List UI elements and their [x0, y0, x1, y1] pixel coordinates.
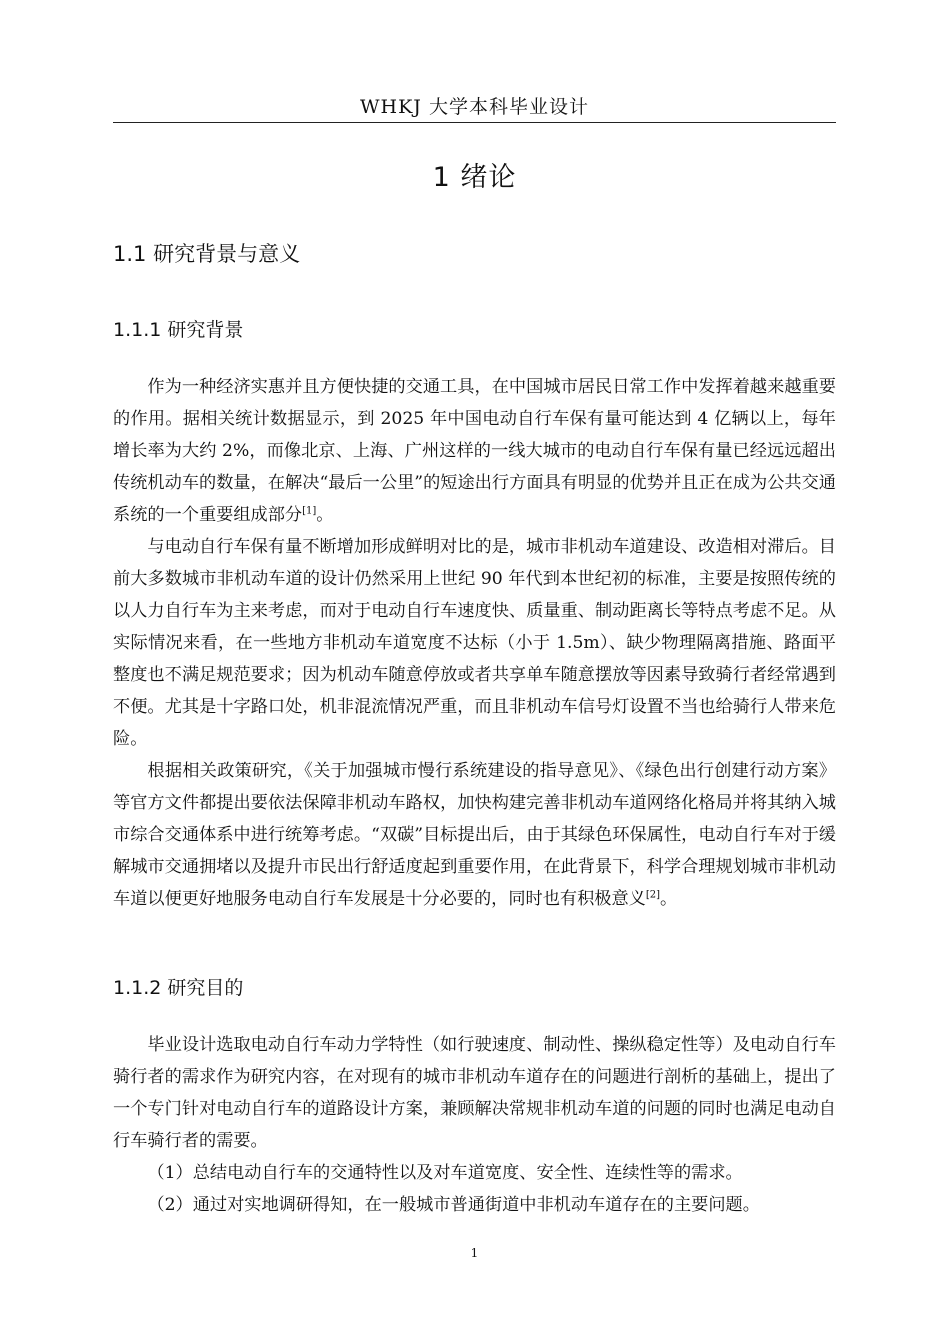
paragraph [113, 531, 836, 755]
paragraph-end: 。 [316, 505, 334, 525]
paragraph [113, 371, 836, 531]
subsection-title-purpose: 1.1.2 研究目的 [113, 977, 244, 999]
paragraph-text: 与电动自行车保有量不断增加形成鲜明对比的是，城市非机动车道建设、改造相对滞后。目前大多数城市非机动车道的设计仍然采用上世纪 90 年代到本世纪初的标准，主要是按照传统的以人力自行车为主来考虑，而对于电动自行车速度快、质量重、制动距离长等特点考虑不足。从实际情况来看，在一些地方非机动车道宽度不达标（小于 1.5m）、缺少物理隔离措施、路面平整度也不满足规范要求；因为机动车随意停放或者共享单车随意摆放等因素导致骑行者经常遇到不便。尤其是十字路口处，机非混流情况严重，而且非机动车信号灯设置不当也给骑行人带来危险。 [113, 537, 836, 749]
section-title: 1.1 研究背景与意义 [113, 242, 301, 266]
citation: [2] [645, 889, 660, 901]
paragraph [113, 755, 836, 915]
paragraph-end: 。 [660, 889, 678, 909]
chapter-title: 1 绪论 [432, 162, 517, 193]
subsection-title-background: 1.1.1 研究背景 [113, 319, 244, 341]
purpose-body [113, 1029, 836, 1221]
header-rule [113, 122, 836, 123]
background-body [113, 371, 836, 915]
paragraph-text: 根据相关政策研究，《关于加强城市慢行系统建设的指导意见》、《绿色出行创建行动方案》等官方文件都提出要依法保障非机动车路权，加快构建完善非机动车道网络化格局并将其纳入城市综合交通体系中进行统筹考虑。“双碳”目标提出后，由于其绿色环保属性，电动自行车对于缓解城市交通拥堵以及提升市民出行舒适度起到重要作用，在此背景下，科学合理规划城市非机动车道以便更好地服务电动自行车发展是十分必要的，同时也有积极意义 [113, 761, 836, 909]
list-item: （2）通过对实地调研得知，在一般城市普通街道中非机动车道存在的主要问题。 [147, 1195, 760, 1215]
running-header: WHKJ 大学本科毕业设计 [360, 96, 589, 118]
citation: [1] [302, 505, 317, 517]
paragraph: 毕业设计选取电动自行车动力学特性（如行驶速度、制动性、操纵稳定性等）及电动自行车骑行者的需求作为研究内容，在对现有的城市非机动车道存在的问题进行剖析的基础上，提出了一个专门针对电动自行车的道路设计方案，兼顾解决常规非机动车道的问题的同时也满足电动自行车骑行者的需要。 [113, 1035, 836, 1151]
list-item: （1）总结电动自行车的交通特性以及对车道宽度、安全性、连续性等的需求。 [147, 1163, 743, 1183]
paragraph-text: 作为一种经济实惠并且方便快捷的交通工具，在中国城市居民日常工作中发挥着越来越重要的作用。据相关统计数据显示，到 2025 年中国电动自行车保有量可能达到 4 亿辆以上，每年增长率为大约 2%，而像北京、上海、广州这样的一线大城市的电动自行车保有量已经远远超出传统机动车的数量，在解决“最后一公里”的短途出行方面具有明显的优势并且正在成为公共交通系统的一个重要组成部分 [113, 377, 836, 525]
page-number: 1 [470, 1246, 479, 1260]
